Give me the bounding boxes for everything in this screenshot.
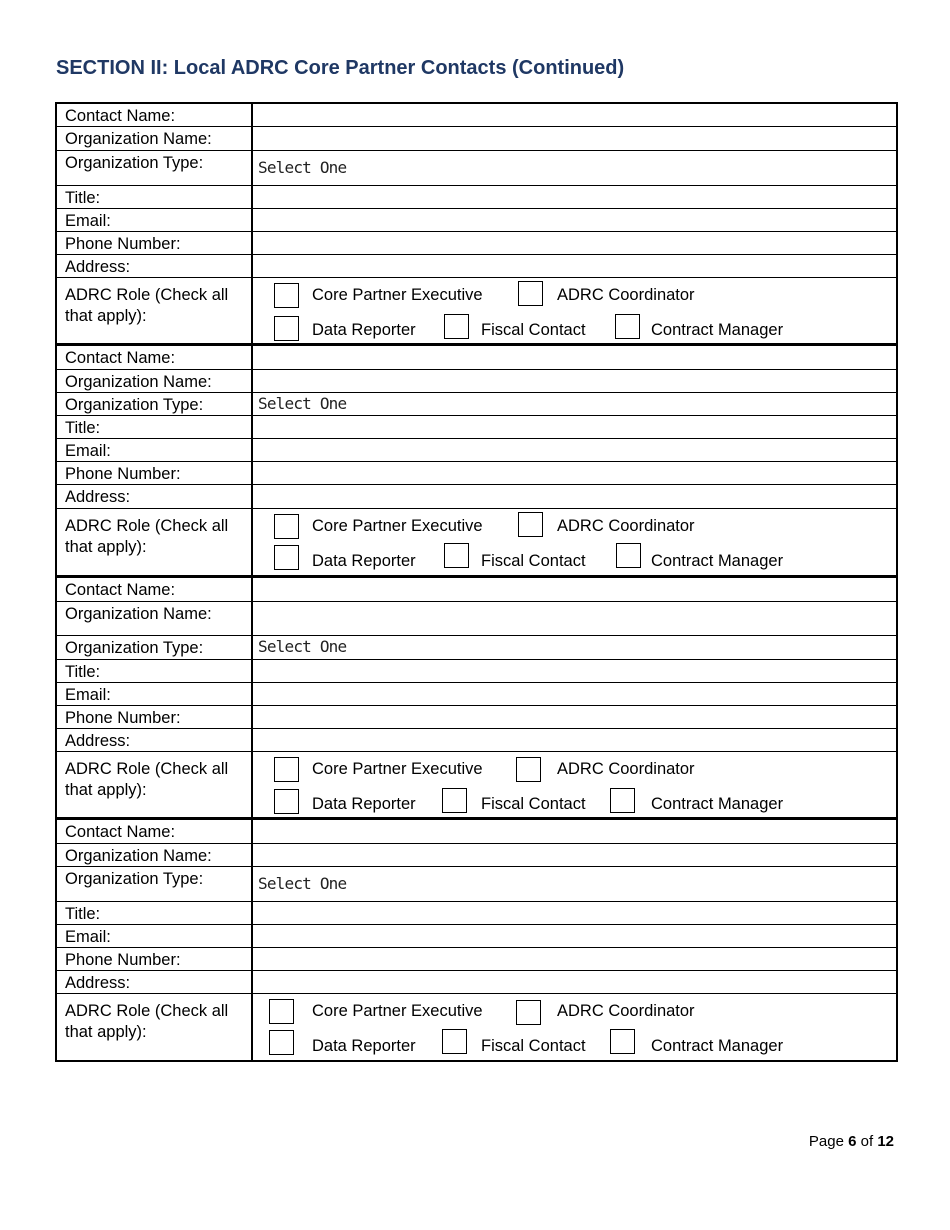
email-row (57, 439, 896, 462)
fiscal-contact-checkbox[interactable] (444, 314, 469, 339)
phone-number-row (57, 948, 896, 971)
organization-name-row (57, 844, 896, 867)
contact-name-input[interactable] (253, 346, 896, 369)
contact-block-1 (55, 102, 898, 345)
organization-name-input[interactable] (253, 370, 896, 392)
adrc-coordinator-label: ADRC Coordinator (557, 517, 695, 535)
organization-name-row (57, 602, 896, 636)
adrc-role-row (57, 752, 896, 819)
adrc-coordinator-label: ADRC Coordinator (557, 1002, 695, 1020)
title-label: Title: (65, 419, 101, 437)
contract-manager-checkbox[interactable] (615, 314, 640, 339)
organization-type-row (57, 636, 896, 660)
title-label: Title: (65, 189, 101, 207)
data-reporter-label: Data Reporter (312, 321, 416, 339)
organization-name-input[interactable] (253, 602, 896, 635)
data-reporter-checkbox[interactable] (274, 789, 299, 814)
address-label: Address: (65, 974, 131, 992)
email-label: Email: (65, 442, 111, 460)
address-label: Address: (65, 258, 131, 276)
page-word: Page (808, 1133, 844, 1150)
core-partner-executive-label: Core Partner Executive (312, 1002, 483, 1020)
title-row (57, 902, 896, 925)
address-input[interactable] (253, 255, 896, 277)
contact-name-label: Contact Name: (65, 823, 176, 841)
data-reporter-checkbox[interactable] (269, 1030, 294, 1055)
organization-name-label: Organization Name: (65, 373, 212, 391)
core-partner-executive-label: Core Partner Executive (312, 286, 483, 304)
fiscal-contact-checkbox[interactable] (442, 1029, 467, 1054)
core-partner-executive-label: Core Partner Executive (312, 760, 483, 778)
adrc-role-row (57, 278, 896, 345)
title-input[interactable] (253, 186, 896, 208)
title-row (57, 416, 896, 439)
contact-name-label: Contact Name: (65, 581, 176, 599)
address-row (57, 971, 896, 994)
title-input[interactable] (253, 660, 896, 682)
phone-number-input[interactable] (253, 462, 896, 484)
contact-name-label: Contact Name: (65, 107, 176, 125)
contact-name-input[interactable] (253, 104, 896, 126)
organization-name-input[interactable] (253, 127, 896, 150)
organization-name-label: Organization Name: (65, 605, 212, 623)
contract-manager-label: Contract Manager (651, 1037, 784, 1055)
address-input[interactable] (253, 485, 896, 508)
fiscal-contact-label: Fiscal Contact (481, 1037, 586, 1055)
fiscal-contact-label: Fiscal Contact (481, 321, 586, 339)
organization-type-select-value: Select One (258, 394, 347, 413)
phone-number-row (57, 232, 896, 255)
phone-number-input[interactable] (253, 706, 896, 728)
fiscal-contact-checkbox[interactable] (442, 788, 467, 813)
address-label: Address: (65, 732, 131, 750)
phone-number-input[interactable] (253, 232, 896, 254)
organization-type-label: Organization Type: (65, 639, 204, 657)
address-row (57, 729, 896, 752)
organization-type-select-value: Select One (258, 874, 347, 893)
contract-manager-label: Contract Manager (651, 321, 784, 339)
adrc-coordinator-checkbox[interactable] (518, 512, 543, 537)
data-reporter-label: Data Reporter (312, 552, 416, 570)
email-row (57, 925, 896, 948)
adrc-role-options (253, 509, 896, 577)
contact-block-3 (55, 576, 898, 819)
organization-type-select[interactable] (253, 867, 896, 901)
title-input[interactable] (253, 416, 896, 438)
email-label: Email: (65, 928, 111, 946)
organization-type-row (57, 393, 896, 416)
organization-name-label: Organization Name: (65, 847, 212, 865)
contract-manager-checkbox[interactable] (616, 543, 641, 568)
address-row (57, 485, 896, 509)
page-total: 12 (877, 1133, 894, 1150)
core-partner-executive-checkbox[interactable] (274, 757, 299, 782)
phone-number-label: Phone Number: (65, 235, 181, 253)
contract-manager-label: Contract Manager (651, 795, 784, 813)
page-number (809, 1133, 894, 1150)
adrc-role-label: ADRC Role (Check all that apply): (65, 1002, 229, 1041)
of-word: of (860, 1133, 874, 1150)
data-reporter-checkbox[interactable] (274, 316, 299, 341)
address-row (57, 255, 896, 278)
address-input[interactable] (253, 971, 896, 993)
data-reporter-label: Data Reporter (312, 1037, 416, 1055)
adrc-role-label: ADRC Role (Check all that apply): (65, 517, 229, 556)
organization-type-label: Organization Type: (65, 870, 204, 888)
organization-type-row (57, 867, 896, 902)
email-input[interactable] (253, 925, 896, 947)
adrc-coordinator-label: ADRC Coordinator (557, 760, 695, 778)
adrc-role-options (253, 278, 896, 345)
data-reporter-label: Data Reporter (312, 795, 416, 813)
adrc-coordinator-checkbox[interactable] (518, 281, 543, 306)
contact-name-row (57, 104, 896, 127)
title-input[interactable] (253, 902, 896, 924)
contract-manager-checkbox[interactable] (610, 788, 635, 813)
email-label: Email: (65, 686, 111, 704)
organization-type-select[interactable] (253, 151, 896, 185)
organization-type-select[interactable] (253, 393, 896, 415)
phone-number-row (57, 706, 896, 729)
contact-name-row (57, 346, 896, 370)
phone-number-label: Phone Number: (65, 709, 181, 727)
organization-type-label: Organization Type: (65, 154, 204, 172)
organization-name-input[interactable] (253, 844, 896, 866)
organization-type-row (57, 151, 896, 186)
title-row (57, 660, 896, 683)
phone-number-label: Phone Number: (65, 465, 181, 483)
adrc-role-options (253, 994, 896, 1062)
contract-manager-label: Contract Manager (651, 552, 784, 570)
contact-name-row (57, 578, 896, 602)
title-row (57, 186, 896, 209)
fiscal-contact-checkbox[interactable] (444, 543, 469, 568)
email-input[interactable] (253, 439, 896, 461)
page-current: 6 (848, 1133, 857, 1150)
email-input[interactable] (253, 683, 896, 705)
address-label: Address: (65, 488, 131, 506)
organization-type-select-value: Select One (258, 637, 347, 656)
adrc-role-row (57, 994, 896, 1062)
core-partner-executive-checkbox[interactable] (269, 999, 294, 1024)
phone-number-input[interactable] (253, 948, 896, 970)
contact-block-4 (55, 818, 898, 1062)
contact-name-label: Contact Name: (65, 349, 176, 367)
organization-name-row (57, 370, 896, 393)
title-label: Title: (65, 663, 101, 681)
email-row (57, 209, 896, 232)
adrc-role-label: ADRC Role (Check all that apply): (65, 286, 229, 325)
data-reporter-checkbox[interactable] (274, 545, 299, 570)
adrc-role-options (253, 752, 896, 819)
organization-name-row (57, 127, 896, 151)
core-partner-executive-checkbox[interactable] (274, 514, 299, 539)
email-row (57, 683, 896, 706)
adrc-coordinator-checkbox[interactable] (516, 757, 541, 782)
organization-type-select[interactable] (253, 636, 896, 659)
email-input[interactable] (253, 209, 896, 231)
section-heading: SECTION II: Local ADRC Core Partner Contacts (Continued) (56, 57, 625, 79)
contact-name-row (57, 820, 896, 844)
adrc-coordinator-label: ADRC Coordinator (557, 286, 695, 304)
address-input[interactable] (253, 729, 896, 751)
fiscal-contact-label: Fiscal Contact (481, 552, 586, 570)
contact-name-input[interactable] (253, 820, 896, 843)
fiscal-contact-label: Fiscal Contact (481, 795, 586, 813)
adrc-coordinator-checkbox[interactable] (516, 1000, 541, 1025)
organization-name-label: Organization Name: (65, 130, 212, 148)
contact-name-input[interactable] (253, 578, 896, 601)
core-partner-executive-checkbox[interactable] (274, 283, 299, 308)
phone-number-label: Phone Number: (65, 951, 181, 969)
contact-block-2 (55, 344, 898, 577)
contract-manager-checkbox[interactable] (610, 1029, 635, 1054)
adrc-role-label: ADRC Role (Check all that apply): (65, 760, 229, 799)
organization-type-label: Organization Type: (65, 396, 204, 414)
adrc-role-row (57, 509, 896, 577)
phone-number-row (57, 462, 896, 485)
core-partner-executive-label: Core Partner Executive (312, 517, 483, 535)
organization-type-select-value: Select One (258, 158, 347, 177)
title-label: Title: (65, 905, 101, 923)
email-label: Email: (65, 212, 111, 230)
